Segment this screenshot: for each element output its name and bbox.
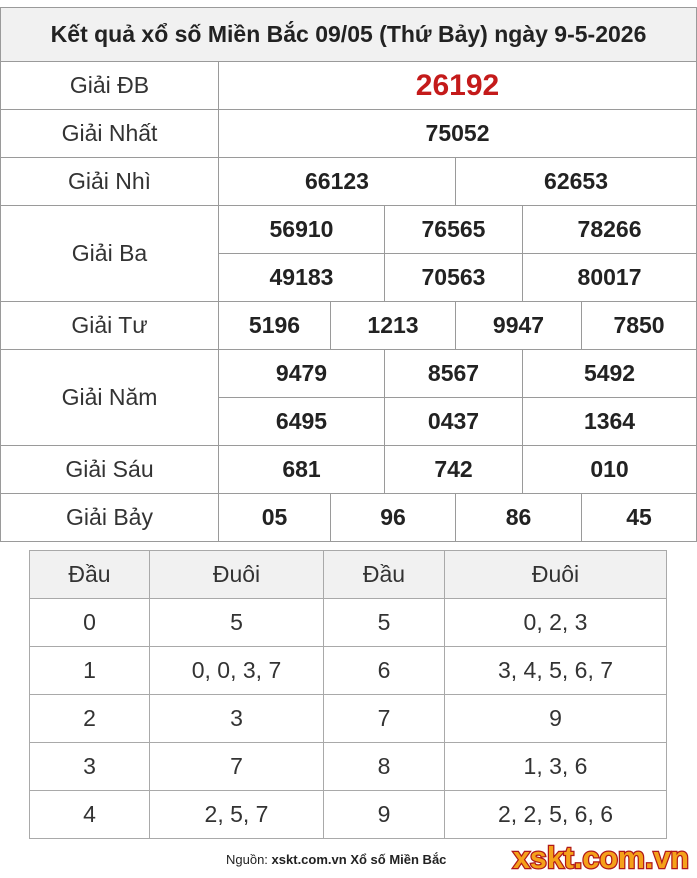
loto-dau: 9: [324, 791, 445, 839]
results-title: Kết quả xổ số Miền Bắc 09/05 (Thứ Bảy) ngày 9-5-2026: [1, 8, 697, 62]
prize-label-db: Giải ĐB: [1, 62, 219, 110]
prize-number: 05: [219, 494, 331, 542]
loto-row: [30, 791, 667, 839]
prize-number: 26192: [219, 62, 697, 110]
loto-dau: 4: [30, 791, 150, 839]
loto-duoi: 1, 3, 6: [445, 743, 667, 791]
loto-dau: 8: [324, 743, 445, 791]
prize-label-sau: Giải Sáu: [1, 446, 219, 494]
prize-number: 6495: [219, 398, 385, 446]
prize-label-tu: Giải Tư: [1, 302, 219, 350]
prize-number: 66123: [219, 158, 456, 206]
loto-duoi: 9: [445, 695, 667, 743]
prize-row-tu: [1, 302, 697, 350]
loto-dau: 1: [30, 647, 150, 695]
loto-dau: 5: [324, 599, 445, 647]
loto-duoi: 0, 2, 3: [445, 599, 667, 647]
prize-label-nhat: Giải Nhất: [1, 110, 219, 158]
loto-dau: 0: [30, 599, 150, 647]
loto-row: [30, 695, 667, 743]
prize-label-nam: Giải Năm: [1, 350, 219, 446]
prize-number: 78266: [523, 206, 697, 254]
prize-number: 62653: [456, 158, 697, 206]
prize-row-bay: [1, 494, 697, 542]
loto-dau: 2: [30, 695, 150, 743]
prize-number: 80017: [523, 254, 697, 302]
loto-header-dau: Đầu: [30, 551, 150, 599]
loto-duoi: 3, 4, 5, 6, 7: [445, 647, 667, 695]
prize-number: 5196: [219, 302, 331, 350]
source-name: Xổ số Miền Bắc: [350, 852, 447, 867]
prize-number: 1213: [331, 302, 456, 350]
xskt-logo: [511, 838, 691, 876]
loto-header-duoi: Đuôi: [445, 551, 667, 599]
prize-number: 7850: [582, 302, 697, 350]
loto-header-row: [30, 551, 667, 599]
loto-dau: 7: [324, 695, 445, 743]
loto-duoi: 3: [150, 695, 324, 743]
source-site: xskt.com.vn: [271, 852, 347, 867]
prize-row-sau: [1, 446, 697, 494]
loto-row: [30, 599, 667, 647]
loto-duoi: 2, 5, 7: [150, 791, 324, 839]
prize-number: 9947: [456, 302, 582, 350]
loto-dau: 3: [30, 743, 150, 791]
prize-number: 010: [523, 446, 697, 494]
loto-duoi: 2, 2, 5, 6, 6: [445, 791, 667, 839]
prize-label-ba: Giải Ba: [1, 206, 219, 302]
prize-label-nhi: Giải Nhì: [1, 158, 219, 206]
prize-number: 45: [582, 494, 697, 542]
prize-row-nhi: [1, 158, 697, 206]
prize-number: 70563: [385, 254, 523, 302]
prize-number: 681: [219, 446, 385, 494]
prize-number: 8567: [385, 350, 523, 398]
loto-duoi: 7: [150, 743, 324, 791]
prize-row-db: [1, 62, 697, 110]
prize-label-bay: Giải Bảy: [1, 494, 219, 542]
prize-number: 96: [331, 494, 456, 542]
loto-dau: 6: [324, 647, 445, 695]
prize-number: 1364: [523, 398, 697, 446]
prize-row-ba: [1, 206, 697, 254]
results-table: [0, 7, 697, 542]
prize-number: 9479: [219, 350, 385, 398]
loto-table: [29, 550, 667, 839]
loto-header-dau: Đầu: [324, 551, 445, 599]
prize-row-nam: [1, 350, 697, 398]
loto-row: [30, 647, 667, 695]
loto-row: [30, 743, 667, 791]
prize-number: 86: [456, 494, 582, 542]
prize-number: 742: [385, 446, 523, 494]
source-footer: [226, 852, 446, 867]
prize-number: 0437: [385, 398, 523, 446]
prize-number: 56910: [219, 206, 385, 254]
prize-number: 76565: [385, 206, 523, 254]
prize-number: 5492: [523, 350, 697, 398]
loto-duoi: 5: [150, 599, 324, 647]
prize-number: 75052: [219, 110, 697, 158]
logo-text: xskt.com.vn: [513, 840, 689, 875]
prize-number: 49183: [219, 254, 385, 302]
source-prefix: Nguồn:: [226, 852, 272, 867]
prize-row-nhat: [1, 110, 697, 158]
loto-duoi: 0, 0, 3, 7: [150, 647, 324, 695]
loto-header-duoi: Đuôi: [150, 551, 324, 599]
